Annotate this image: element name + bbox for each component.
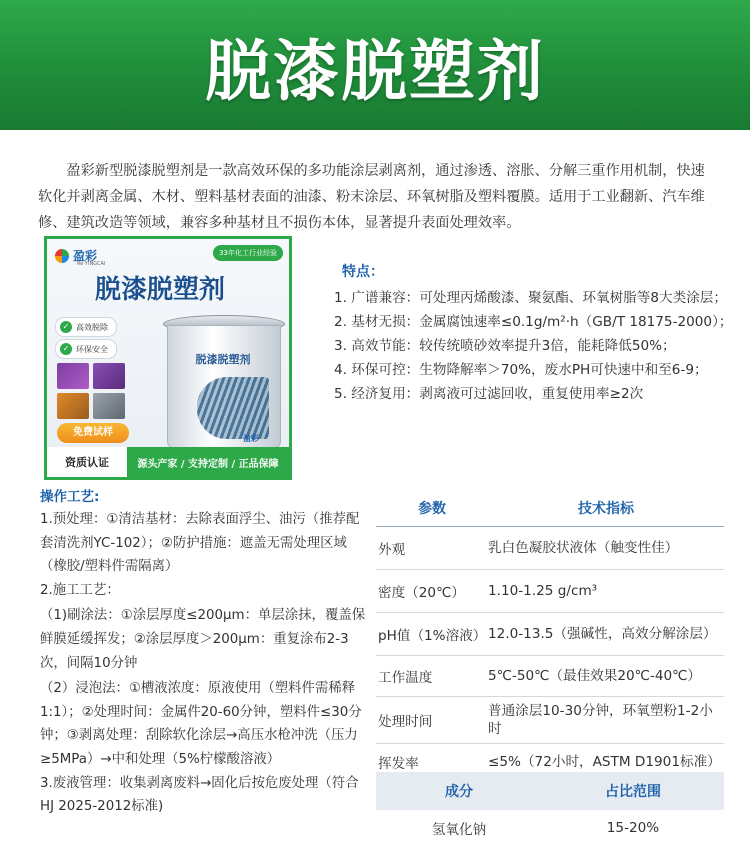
ratio-cell: 15-20% — [606, 820, 660, 836]
table-row — [376, 810, 724, 846]
sample-thumb — [93, 393, 125, 419]
param-cell: 密度（20℃） — [378, 585, 465, 601]
product-footer — [47, 447, 289, 477]
process-step: 3.废液管理：收集剥离废料→固化后按危废处理（符合HJ 2025-2012标准) — [40, 775, 359, 815]
feature-item: 2. 基材无损：金属腐蚀速率≤0.1g/m²·h（GB/T 18175-2000）； — [334, 314, 733, 330]
spec-table-header — [376, 490, 724, 527]
slogan: 源头产家 / 支持定制 / 正品保障 — [137, 458, 279, 470]
bucket-stripe — [197, 377, 269, 439]
param-cell: 外观 — [378, 542, 406, 558]
table-row — [376, 697, 724, 744]
bucket-label: 脱漆脱塑剂 — [195, 353, 251, 366]
value-cell: 1.10-1.25 g/cm³ — [488, 583, 598, 599]
title-banner — [0, 0, 750, 130]
param-cell: 挥发率 — [378, 756, 419, 772]
process-step: 1.预处理：①清洁基材：去除表面浮尘、油污（推荐配套清洗剂YC-102）；②防护措施：遮盖无需处理区域（橡胶/塑料件需隔离） — [40, 512, 360, 575]
param-cell: 处理时间 — [378, 714, 433, 730]
logo-mark-icon — [55, 249, 69, 263]
check-icon: ✓ — [60, 343, 72, 355]
process-step: 2.施工工艺： — [40, 582, 120, 598]
badge-label: 高效脱除 — [76, 322, 108, 332]
feature-item: 1. 广谱兼容：可处理丙烯酸漆、聚氨酯、环氧树脂等8大类涂层； — [334, 290, 727, 306]
composition-table — [376, 772, 724, 846]
features-title: 特点： — [342, 264, 384, 280]
process-step: （2）浸泡法：①槽液浓度：原液使用（塑料件需稀释1:1）；②处理时间：金属件20-60分钟，塑料件≤30分钟；③剥离处理：刮除软化涂层→高压水枪冲洗（压力≥5MPa）→中和处理（5%柠檬酸溶液） — [40, 681, 362, 767]
component-cell: 氢氧化钠 — [431, 822, 487, 838]
bucket-logo: 盈彩 — [243, 434, 259, 443]
process-title: 操作工艺: — [40, 489, 100, 505]
badge-safe — [55, 339, 117, 359]
spec-table — [376, 490, 724, 781]
value-cell: ≤5%（72小时，ASTM D1901标准） — [488, 754, 721, 770]
param-cell: 工作温度 — [378, 670, 433, 686]
experience-tag: 33年化工行业经验 — [213, 245, 283, 261]
features-list — [334, 286, 734, 406]
check-icon: ✓ — [60, 321, 72, 333]
value-cell: 5℃-50℃（最佳效果20℃-40℃） — [488, 668, 701, 684]
intro-paragraph: 盈彩新型脱漆脱塑剂是一款高效环保的多功能涂层剥离剂，通过渗透、溶胀、分解三重作用机制，快速软化并剥离金属、木材、塑料基材表面的油漆、粉末涂层、环氧树脂及塑料覆膜。适用于工业翻新、汽车维修、建筑改造等领域，兼容多种基材且不损伤本体，显著提升表面处理效率。 — [38, 163, 705, 231]
value-cell: 普通涂层10-30分钟，环氧塑粉1-2小时 — [488, 703, 713, 737]
value-cell: 12.0-13.5（强碱性，高效分解涂层） — [488, 626, 717, 642]
feature-item: 5. 经济复用：剥离液可过滤回收，重复使用率≥2次 — [334, 386, 644, 402]
product-title: 脱漆脱塑剂 — [95, 275, 226, 305]
badge-label: 环保安全 — [76, 344, 108, 354]
process-step: （1)刷涂法：①涂层厚度≤200μm：单层涂抹，覆盖保鲜膜延缓挥发；②涂层厚度＞200μm：重复涂布2-3次，间隔10分钟 — [40, 608, 366, 671]
sample-thumbnails — [57, 363, 127, 419]
brand-name: 盈彩 — [73, 249, 98, 263]
sample-thumb — [93, 363, 125, 389]
sample-thumb — [57, 393, 89, 419]
product-image — [44, 236, 292, 480]
badge-efficient — [55, 317, 117, 337]
sample-thumb — [57, 363, 89, 389]
process-section — [40, 486, 366, 819]
header-cell: 占比范围 — [605, 784, 661, 800]
value-cell: 乳白色凝胶状液体（触变性佳） — [488, 540, 679, 556]
cert-label: 资质认证 — [65, 456, 109, 469]
header-cell: 参数 — [418, 501, 446, 517]
table-row — [376, 570, 724, 613]
param-cell: pH值（1%溶液） — [378, 628, 487, 644]
brand-subtitle: Re·YINGCAI — [77, 261, 106, 267]
page-title: 脱漆脱塑剂 — [205, 32, 545, 110]
table-row — [376, 527, 724, 570]
header-cell: 成分 — [445, 784, 473, 800]
table-row — [376, 613, 724, 656]
header-cell: 技术指标 — [578, 501, 634, 517]
feature-item: 3. 高效节能：较传统喷砂效率提升3倍，能耗降低50%； — [334, 338, 676, 354]
composition-table-header — [376, 772, 724, 810]
free-trial-button: 免费试样 — [57, 423, 129, 443]
table-row — [376, 656, 724, 697]
features-section — [334, 262, 734, 406]
feature-item: 4. 环保可控：生物降解率＞70%，废水PH可快速中和至6-9； — [334, 362, 708, 378]
